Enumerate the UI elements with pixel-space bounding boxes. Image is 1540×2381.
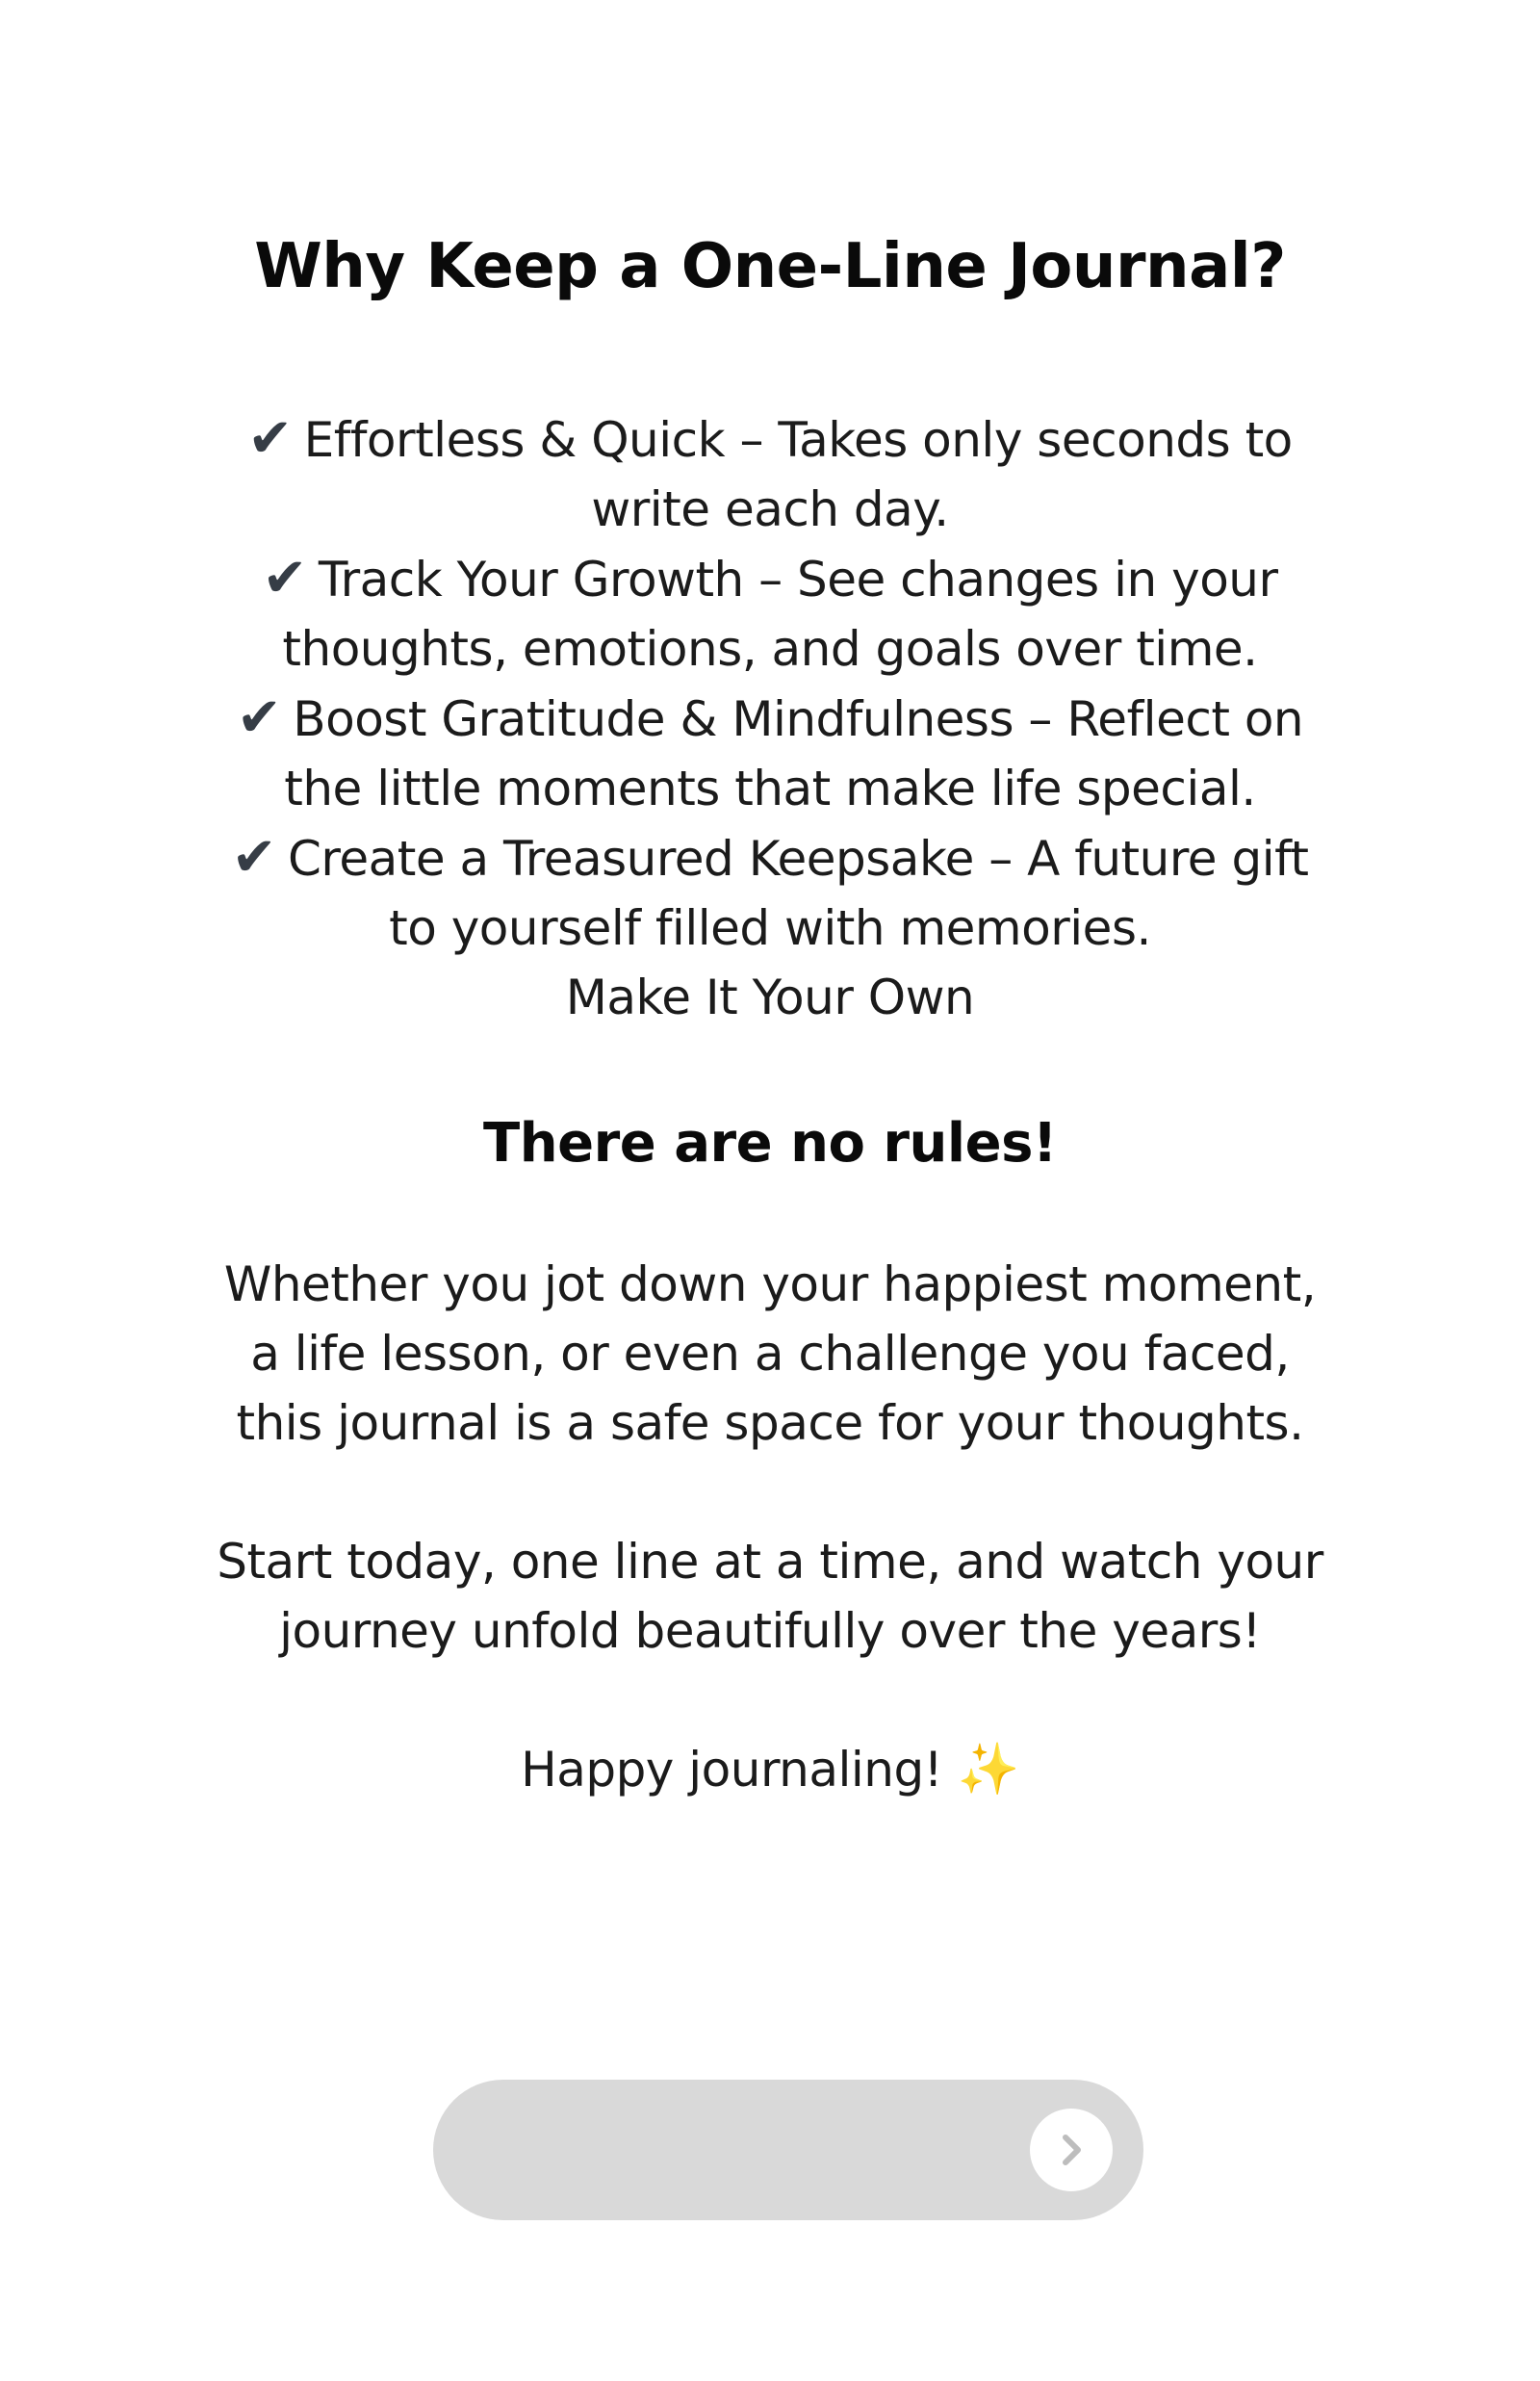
benefit-item-continued: thoughts, emotions, and goals over time.	[282, 621, 1258, 677]
benefit-item: ✔ Boost Gratitude & Mindfulness – Reflect on	[236, 686, 1304, 749]
page-title: Why Keep a One-Line Journal?	[254, 231, 1286, 302]
checkmark-icon: ✔	[262, 547, 307, 609]
closing-text: Happy journaling!	[521, 1742, 943, 1798]
checkmark-icon: ✔	[231, 826, 276, 889]
benefits-list	[96, 404, 1444, 1032]
next-slider-bar[interactable]	[433, 2080, 1143, 2220]
checkmark-icon: ✔	[236, 686, 282, 749]
intro-paragraph: Whether you jot down your happiest moment, a life lesson, or even a challenge you faced, this journal is a safe space for your thoughts.	[223, 1256, 1317, 1451]
benefit-item-continued: to yourself filled with memories.	[389, 900, 1151, 956]
benefit-item: ✔ Create a Treasured Keepsake – A future gift	[231, 826, 1309, 889]
next-button[interactable]	[1030, 2109, 1113, 2191]
closing-line	[96, 1735, 1444, 1804]
benefit-item-continued: the little moments that make life special.	[284, 761, 1256, 816]
make-it-your-own-text: Make It Your Own	[565, 970, 975, 1025]
start-today-paragraph: Start today, one line at a time, and watch your journey unfold beautifully over the years!	[217, 1534, 1323, 1659]
benefit-item: ✔ Effortless & Quick – Takes only seconds to	[247, 407, 1293, 470]
benefit-item-continued: write each day.	[591, 481, 949, 537]
no-rules-heading: There are no rules!	[483, 1112, 1057, 1175]
checkmark-icon: ✔	[247, 407, 293, 470]
benefit-item: ✔ Track Your Growth – See changes in your	[262, 547, 1278, 609]
sparkles-icon: ✨	[957, 1741, 1019, 1799]
chevron-right-icon	[1052, 2131, 1091, 2169]
